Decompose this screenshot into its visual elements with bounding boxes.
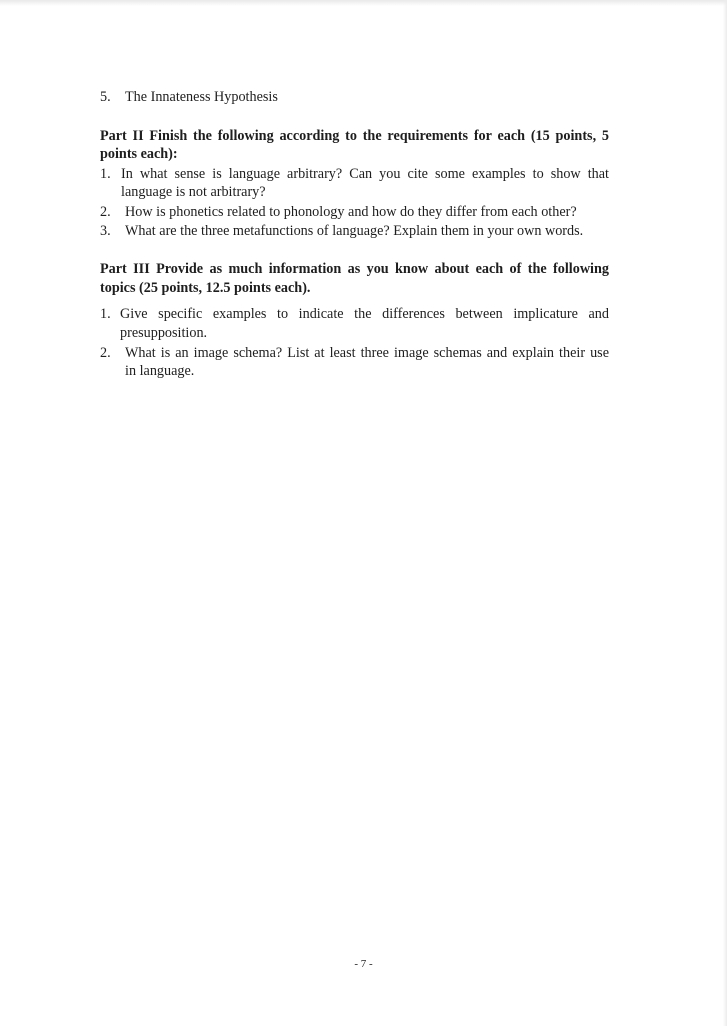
item-number: 1. — [100, 306, 111, 322]
item-text-line1: Give specific examples to indicate the differences between implicature and — [120, 306, 609, 322]
part2-heading-line1: Part II Finish the following according to the requirements for each (15 points, 5 — [100, 128, 609, 144]
part2-heading-line2: points each): — [100, 146, 178, 162]
item-text-line1: How is phonetics related to phonology and how do they differ from each other? — [125, 204, 577, 220]
part3-heading-line1: Part III Provide as much information as you know about each of the following — [100, 261, 609, 277]
item-number: 5. — [100, 89, 111, 105]
scan-edge-right — [723, 0, 727, 1026]
item-number: 1. — [100, 166, 111, 182]
item-text-line2: language is not arbitrary? — [121, 184, 266, 200]
item-text-line1: What are the three metafunctions of language? Explain them in your own words. — [125, 223, 584, 239]
part3-heading-line2: topics (25 points, 12.5 points each). — [100, 280, 311, 296]
item-number: 2. — [100, 204, 111, 220]
item-text-line2: presupposition. — [120, 325, 208, 341]
item-text-line1: What is an image schema? List at least three image schemas and explain their use — [125, 345, 609, 361]
item-text-line1: In what sense is language arbitrary? Can you cite some examples to show that — [121, 166, 609, 182]
page-number: - 7 - — [354, 958, 373, 970]
item-number: 2. — [100, 345, 111, 361]
scan-edge-top — [0, 0, 727, 6]
item-text-line2: in language. — [125, 363, 195, 379]
item-text: The Innateness Hypothesis — [125, 89, 278, 105]
item-number: 3. — [100, 223, 111, 239]
